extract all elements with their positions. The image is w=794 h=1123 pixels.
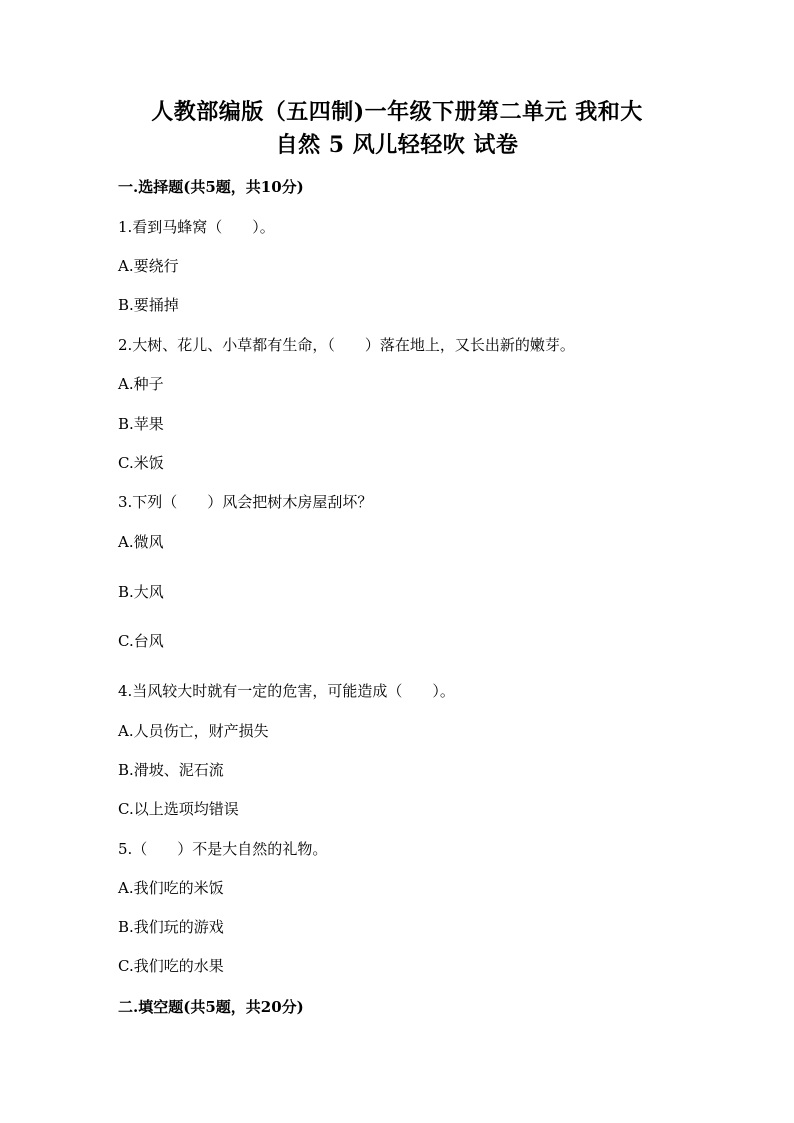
question-1-option-b: B.要捅掉: [118, 296, 179, 314]
question-5-option-a: A.我们吃的米饭: [118, 879, 224, 897]
question-5-option-c: C.我们吃的水果: [118, 957, 224, 975]
exam-title-line-2: 自然 5 风儿轻轻吹 试卷: [275, 132, 519, 158]
question-1-stem: 1.看到马蜂窝（ ）。: [118, 218, 275, 236]
question-2-option-b: B.苹果: [118, 415, 164, 433]
question-4-option-b: B.滑坡、泥石流: [118, 761, 224, 779]
question-3-option-c: C.台风: [118, 632, 164, 650]
question-4-option-a: A.人员伤亡，财产损失: [118, 722, 269, 740]
question-3-option-a: A.微风: [118, 533, 164, 551]
section-heading-multiple-choice: 一.选择题(共5题，共10分): [118, 178, 304, 196]
question-1-option-a: A.要绕行: [118, 257, 179, 275]
question-4-stem: 4.当风较大时就有一定的危害，可能造成（ ）。: [118, 682, 455, 700]
question-5-stem: 5.（ ）不是大自然的礼物。: [118, 840, 328, 858]
question-5-option-b: B.我们玩的游戏: [118, 918, 224, 936]
question-2-option-c: C.米饭: [118, 454, 164, 472]
exam-title-line-1: 人教部编版（五四制)一年级下册第二单元 我和大: [151, 99, 643, 125]
question-2-stem: 2.大树、花儿、小草都有生命，（ ）落在地上，又长出新的嫩芽。: [118, 336, 575, 354]
question-4-option-c: C.以上选项均错误: [118, 800, 239, 818]
question-2-option-a: A.种子: [118, 375, 164, 393]
question-3-stem: 3.下列（ ）风会把树木房屋刮坏？: [118, 493, 373, 511]
section-heading-fill-in-blank: 二.填空题(共5题，共20分): [118, 998, 304, 1016]
question-3-option-b: B.大风: [118, 583, 164, 601]
